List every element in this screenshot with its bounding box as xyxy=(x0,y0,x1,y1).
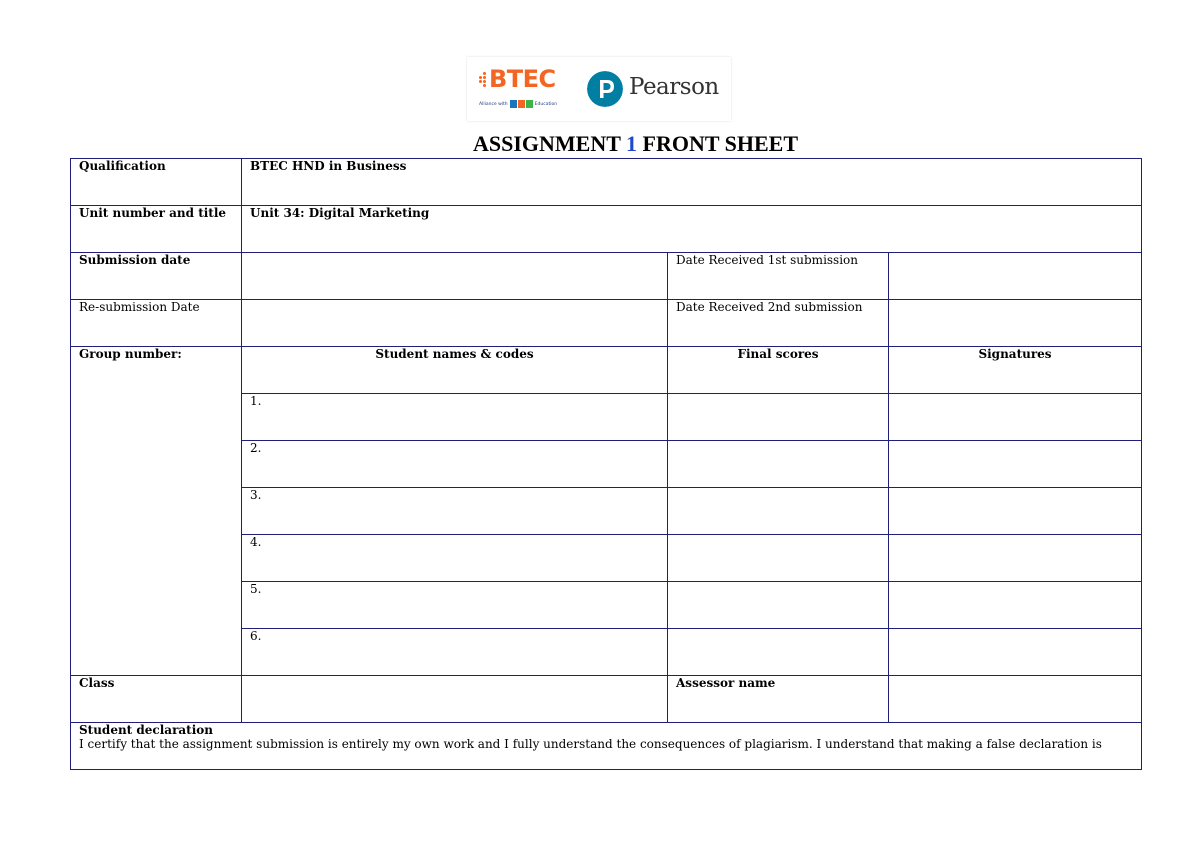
btec-dots-icon xyxy=(479,68,489,90)
score-cell[interactable] xyxy=(668,582,889,629)
pearson-logo xyxy=(587,69,727,109)
score-cell[interactable] xyxy=(668,535,889,582)
qualification-row xyxy=(71,159,1142,206)
unit-row xyxy=(71,206,1142,253)
logo-banner xyxy=(467,57,731,121)
fpt-logo-icon xyxy=(510,100,533,108)
class-field[interactable] xyxy=(242,676,668,723)
student-declaration xyxy=(71,723,1142,770)
signature-cell[interactable] xyxy=(889,535,1142,582)
submission-date-label: Submission date xyxy=(71,253,242,300)
qualification-label: Qualification xyxy=(71,159,242,206)
declaration-text: I certify that the assignment submission is entirely my own work and I fully understand the consequences of plagiarism. I understand that making a false declaration is xyxy=(79,737,1102,751)
signature-cell[interactable] xyxy=(889,629,1142,676)
btec-wordmark: BTEC xyxy=(489,65,556,93)
signature-cell[interactable] xyxy=(889,488,1142,535)
class-label: Class xyxy=(71,676,242,723)
student-name-cell[interactable]: 6. xyxy=(242,629,668,676)
group-number-label: Group number: xyxy=(71,347,242,676)
submission-date-field[interactable] xyxy=(242,253,668,300)
student-name-cell[interactable]: 4. xyxy=(242,535,668,582)
students-header: Student names & codes xyxy=(242,347,668,394)
signature-cell[interactable] xyxy=(889,394,1142,441)
score-cell[interactable] xyxy=(668,629,889,676)
student-name-cell[interactable]: 3. xyxy=(242,488,668,535)
pearson-wordmark: Pearson xyxy=(629,74,719,100)
page-title: ASSIGNMENT 1 FRONT SHEET xyxy=(472,131,798,156)
received-2nd-label: Date Received 2nd submission xyxy=(668,300,889,347)
unit-value: Unit 34: Digital Marketing xyxy=(242,206,1142,253)
score-cell[interactable] xyxy=(668,394,889,441)
resubmission-date-label: Re-submission Date xyxy=(71,300,242,347)
student-name-cell[interactable]: 5. xyxy=(242,582,668,629)
assessor-name-label: Assessor name xyxy=(668,676,889,723)
pearson-p-icon xyxy=(587,71,623,107)
resubmission-date-field[interactable] xyxy=(242,300,668,347)
signature-cell[interactable] xyxy=(889,441,1142,488)
submission-row xyxy=(71,253,1142,300)
score-cell[interactable] xyxy=(668,488,889,535)
unit-label: Unit number and title xyxy=(71,206,242,253)
assessor-name-field[interactable] xyxy=(889,676,1142,723)
scores-header: Final scores xyxy=(668,347,889,394)
received-1st-label: Date Received 1st submission xyxy=(668,253,889,300)
received-2nd-field[interactable] xyxy=(889,300,1142,347)
group-header-row xyxy=(71,347,1142,394)
btec-logo xyxy=(479,65,569,113)
declaration-title: Student declaration xyxy=(79,723,213,737)
signatures-header: Signatures xyxy=(889,347,1142,394)
received-1st-field[interactable] xyxy=(889,253,1142,300)
score-cell[interactable] xyxy=(668,441,889,488)
qualification-value: BTEC HND in Business xyxy=(242,159,1142,206)
signature-cell[interactable] xyxy=(889,582,1142,629)
resubmission-row xyxy=(71,300,1142,347)
class-row xyxy=(71,676,1142,723)
student-name-cell[interactable]: 1. xyxy=(242,394,668,441)
student-name-cell[interactable]: 2. xyxy=(242,441,668,488)
declaration-row xyxy=(71,723,1142,770)
btec-tagline: Alliance with Education xyxy=(479,101,558,107)
front-sheet-table xyxy=(70,158,1142,770)
